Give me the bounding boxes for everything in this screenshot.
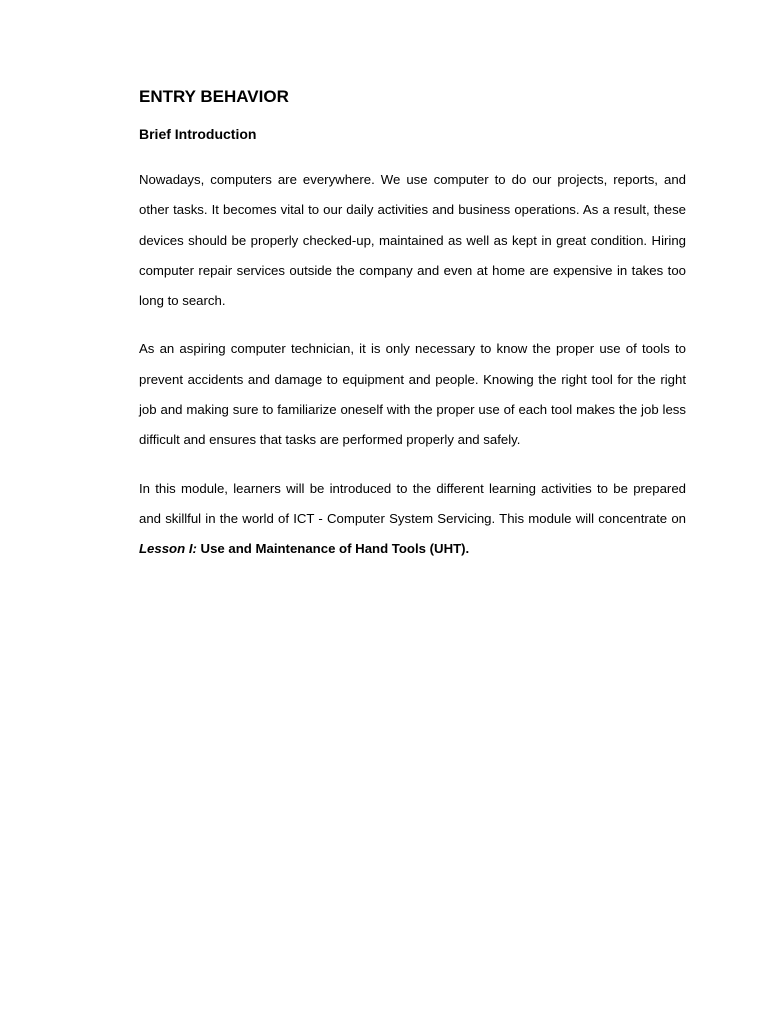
section-subtitle: Brief Introduction bbox=[139, 126, 257, 142]
paragraph-intro: Nowadays, computers are everywhere. We use computer to do our projects, reports, and other tasks. It becomes vital to our daily activities and business operations. As a result, these devices should be properly checked-up, maintained as well as kept in great condition. Hiring computer repair services outside the company and even at home are expensive in takes too long to search. bbox=[139, 172, 686, 309]
lesson-label: Lesson I: bbox=[139, 541, 197, 557]
document-title: ENTRY BEHAVIOR bbox=[139, 87, 289, 106]
document-page bbox=[139, 86, 686, 565]
paragraph-module bbox=[139, 474, 686, 565]
paragraph-technician: As an aspiring computer technician, it is only necessary to know the proper use of tools to prevent accidents and damage to equipment and people. Knowing the right tool for the right job and making sure to familiarize oneself with the proper use of each tool makes the job less difficult and ensures that tasks are performed properly and safely. bbox=[139, 341, 686, 448]
module-text: In this module, learners will be introduced to the different learning activities to be prepared and skillful in the world of ICT - Computer System Servicing. This module will concentrate on bbox=[139, 480, 686, 526]
lesson-name: Use and Maintenance of Hand Tools (UHT). bbox=[196, 541, 470, 557]
